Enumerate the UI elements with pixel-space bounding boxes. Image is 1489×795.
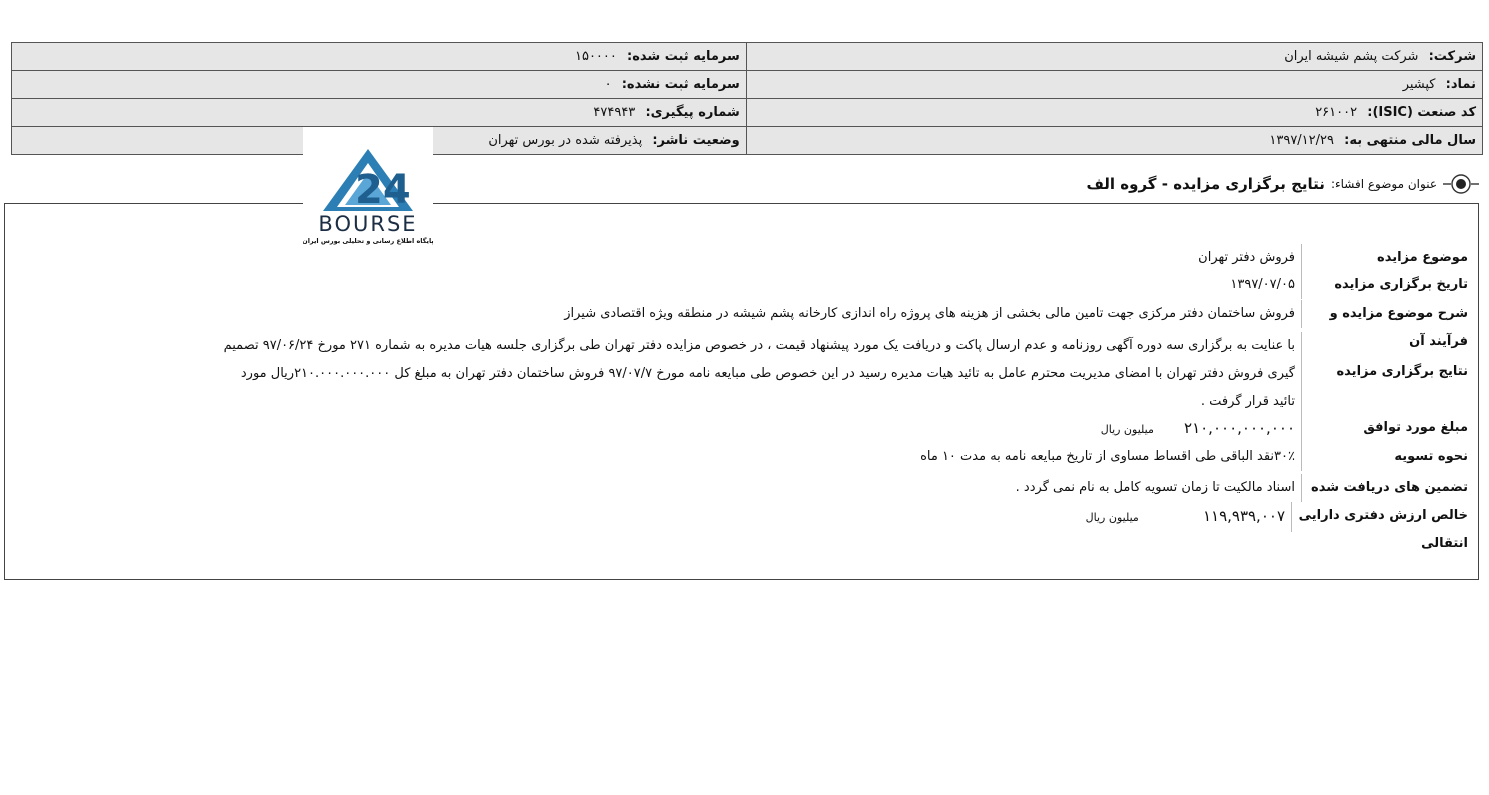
result-row	[215, 332, 1478, 416]
company-cell	[746, 43, 1482, 71]
bookvalue-unit: میلیون ریال	[1085, 511, 1139, 524]
amount-value-wrap	[1101, 414, 1302, 444]
bookvalue-row	[1086, 502, 1478, 558]
subject-title: نتایج برگزاری مزایده - گروه الف	[1086, 175, 1325, 193]
guarantee-value: اسناد مالکیت تا زمان تسویه کامل به نام نمی گردد .	[1016, 474, 1302, 502]
amount-unit: میلیون ریال	[1100, 423, 1154, 436]
isic-cell	[746, 99, 1482, 127]
logo-brand: BOURSE	[318, 212, 418, 236]
symbol-cell	[746, 71, 1482, 99]
subject-label: عنوان موضوع افشاء:	[1330, 177, 1437, 191]
info-row	[12, 43, 1483, 71]
info-row	[12, 99, 1483, 127]
result-line: تائید قرار گرفت .	[1200, 394, 1295, 409]
date-value: ۱۳۹۷/۰۷/۰۵	[1230, 271, 1302, 299]
bookvalue-value-wrap	[1086, 502, 1292, 532]
info-row	[12, 71, 1483, 99]
date-label: تاریخ برگزاری مزایده	[1334, 277, 1468, 292]
topic-label: موضوع مزایده	[1377, 250, 1468, 265]
tracking-cell	[12, 99, 747, 127]
target-bullet-icon	[1443, 170, 1479, 198]
amount-value: ۲۱۰,۰۰۰,۰۰۰,۰۰۰	[1184, 419, 1295, 437]
topic-row	[1198, 244, 1478, 272]
fiscal-label: سال مالی منتهی به:	[1344, 133, 1476, 148]
fiscal-cell	[746, 127, 1482, 155]
status-label: وضعیت ناشر:	[652, 133, 740, 148]
fiscal-value: ۱۳۹۷/۱۲/۲۹	[1269, 133, 1334, 148]
settlement-row	[920, 443, 1478, 471]
tracking-value: ۴۷۴۹۴۳	[593, 105, 636, 120]
logo-caption: پایگاه اطلاع رسانی و تحلیلی بورس ایران	[303, 237, 433, 245]
unregistered-capital-cell	[12, 71, 747, 99]
isic-value: ۲۶۱۰۰۲	[1315, 105, 1358, 120]
result-line: گیری فروش دفتر تهران با امضای مدیریت محترم عامل به تائید هیات مدیره رسید در این خصوص طی مبایعه نامه مورخ ۹۷/۰۷/۷ فروش ساختمان دفتر تهران به مبلغ کل ۲۱۰.۰۰۰.۰۰۰.۰۰۰ریال مورد	[240, 366, 1295, 381]
guarantee-label: تضمین های دریافت شده	[1311, 480, 1468, 495]
unregistered-capital-value: ۰	[604, 77, 612, 92]
result-value	[215, 332, 1302, 416]
registered-capital-cell	[12, 43, 747, 71]
info-row	[12, 127, 1483, 155]
settlement-value: ۳۰٪نقد الباقی طی اقساط مساوی از تاریخ مبایعه نامه به مدت ۱۰ ماه	[920, 443, 1302, 471]
unregistered-capital-label: سرمایه ثبت نشده:	[621, 77, 740, 92]
amount-label: مبلغ مورد توافق	[1363, 420, 1468, 435]
guarantee-row	[1016, 474, 1478, 502]
bourse24-logo	[303, 127, 433, 245]
amount-row	[1101, 414, 1478, 444]
description-value: فروش ساختمان دفتر مرکزی جهت تامین مالی بخشی از هزینه های پروژه راه اندازی کارخانه پشم شیشه در منطقه ویژه اقتصادی شیراز	[564, 300, 1302, 328]
result-line: با عنایت به برگزاری سه دوره آگهی روزنامه و عدم ارسال پاکت و دریافت یک مورد پیشنهاد قیمت ، در خصوص مزایده دفتر تهران طی برگزاری جلسه هیات مدیره به شماره ۲۷۱ مورخ ۹۷/۰۶/۲۴ تصمیم	[223, 338, 1295, 353]
company-label: شرکت:	[1428, 49, 1476, 64]
company-value: شرکت پشم شیشه ایران	[1284, 49, 1419, 64]
logo-number: 24	[355, 167, 411, 213]
bookvalue-value: ۱۱۹,۹۳۹,۰۰۷	[1202, 507, 1285, 525]
disclosure-subject	[1086, 170, 1479, 198]
registered-capital-value: ۱۵۰۰۰۰	[574, 49, 617, 64]
description-label: شرح موضوع مزایده و فرآیند آن	[1329, 306, 1468, 349]
settlement-label: نحوه تسویه	[1394, 449, 1468, 464]
symbol-label: نماد:	[1445, 77, 1476, 92]
result-label: نتایج برگزاری مزایده	[1336, 364, 1468, 379]
registered-capital-label: سرمایه ثبت شده:	[627, 49, 740, 64]
symbol-value: کپشیر	[1402, 77, 1436, 92]
status-value: پذیرفته شده در بورس تهران	[488, 133, 643, 148]
topic-value: فروش دفتر تهران	[1198, 244, 1302, 272]
date-row	[1230, 271, 1478, 299]
disclosure-body	[4, 203, 1479, 580]
bookvalue-label: خالص ارزش دفتری دارایی انتقالی	[1298, 508, 1468, 551]
bourse24-logo-mark	[303, 127, 433, 245]
tracking-label: شماره پیگیری:	[645, 105, 740, 120]
company-info-table	[11, 42, 1483, 155]
isic-label: کد صنعت (ISIC):	[1367, 105, 1476, 120]
